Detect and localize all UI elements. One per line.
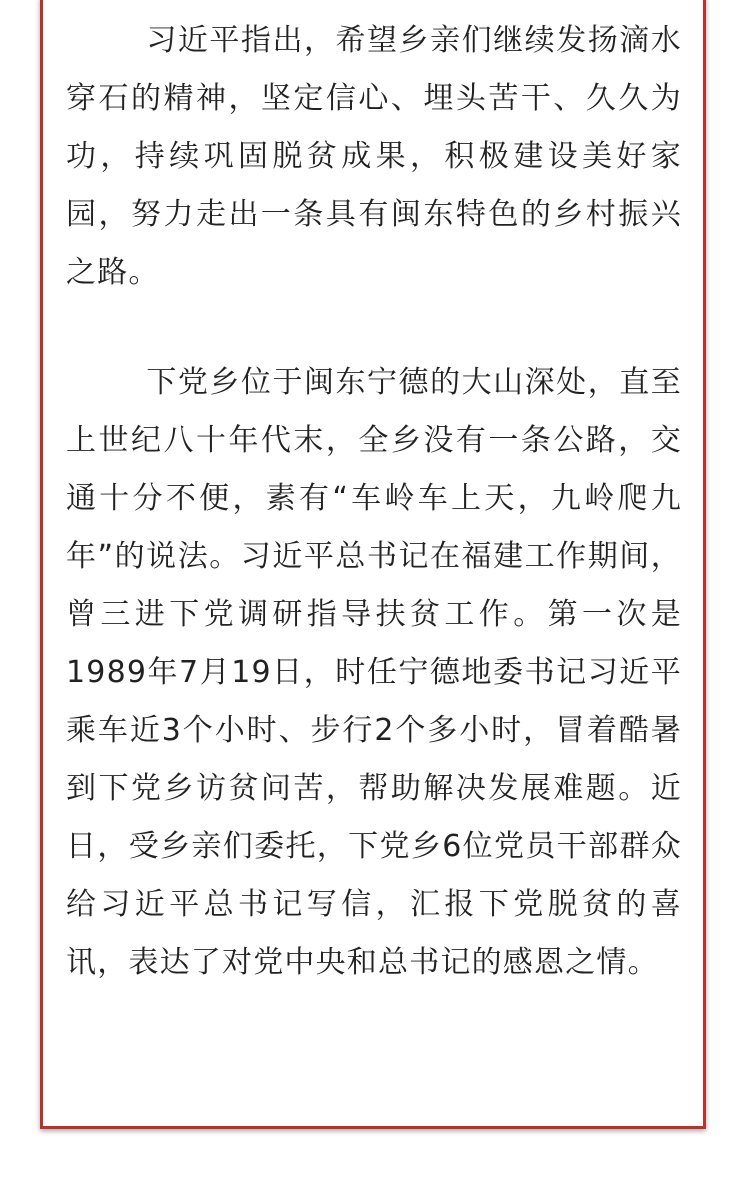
article-paragraph-2 — [66, 354, 682, 992]
article-body — [66, 12, 682, 992]
article-paragraph-1 — [66, 12, 682, 302]
paragraph-text: 习近平指出，希望乡亲们继续发扬滴水穿石的精神，坚定信心、埋头苦干、久久为功，持续巩固脱贫成果，积极建设美好家园，努力走出一条具有闽东特色的乡村振兴之路。 — [66, 23, 682, 290]
paragraph-text: 下党乡位于闽东宁德的大山深处，直至上世纪八十年代末，全乡没有一条公路，交通十分不便，素有“车岭车上天，九岭爬九年”的说法。习近平总书记在福建工作期间，曾三进下党调研指导扶贫工作。第一次是1989年7月19日，时任宁德地委书记习近平乘车近3个小时、步行2个多小时，冒着酷暑到下党乡访贫问苦，帮助解决发展难题。近日，受乡亲们委托，下党乡6位党员干部群众给习近平总书记写信，汇报下党脱贫的喜讯，表达了对党中央和总书记的感恩之情。 — [66, 365, 682, 980]
